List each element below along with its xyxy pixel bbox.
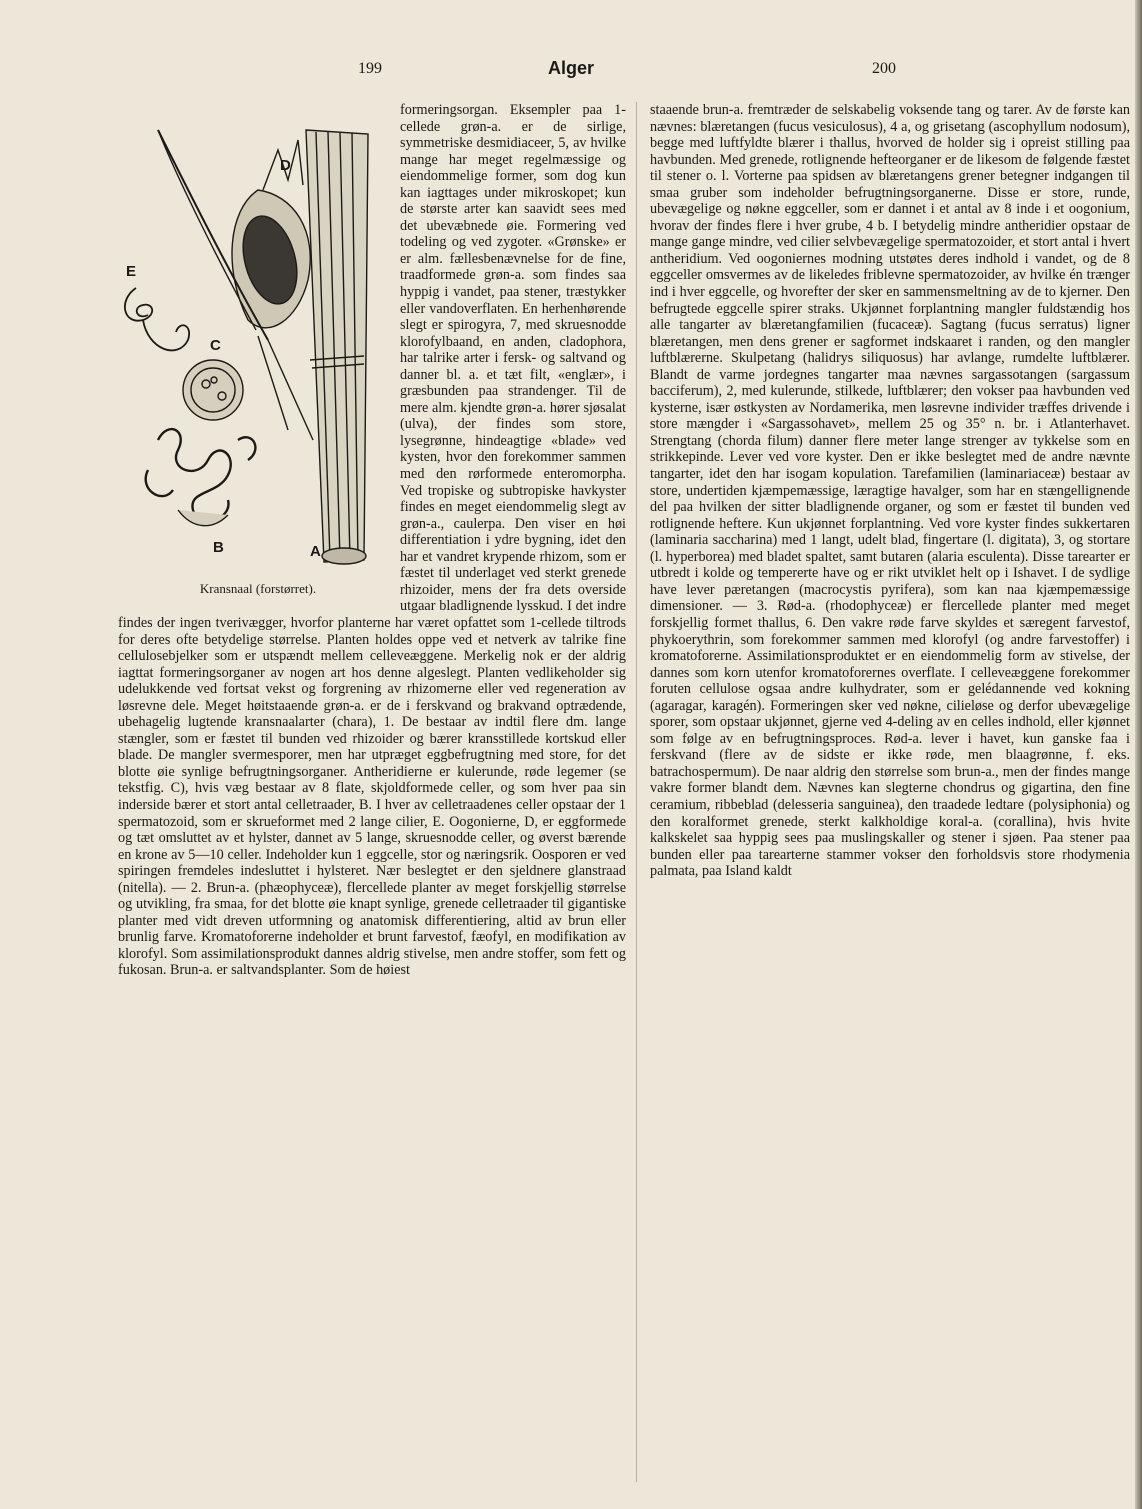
- chara-figure: [118, 110, 390, 600]
- left-column-text: formeringsorgan. Eksempler paa 1-cellede grøn-a. er de sirlige, symmetriske desmidiaceer, 5, av hvilke mange har meget regelmæssige og eiendommelige former, som dog kun kan iagttages under mikroskopet; kun de største arter kan saavidt sees med det ubevæbnede øie. Formering ved todeling og ved zygoter. «Grønske» er er alm. fællesbenævnelse for de fine, traadformede grøn-a. som findes saa hyppig i vandet, paa stener, træstykker eller vandoverflaten. En herhenhørende slegt er spirogyra, 7, med skruesnodde klorofylbaand, en anden, cladophora, har talrike arter i fersk- og saltvand og danner bl. a. et tæt filt, «englær», i græsbunden paa strandenger. Til de mere alm. kjendte grøn-a. hører sjøsalat (ulva), der findes som store, lysegrønne, hindeagtige «blade» ved kysten, hvor den forekommer sammen med den rørformede enteromorpha. Ved tropiske og subtropiske havkyster findes en meget eiendommelig slegt av grøn-a., caulerpa. Den viser en høi differentiation i ydre bygning, idet den har et vandret krypende rhizom, som er fæstet til underlaget ved sterkt grenede rhizoider, mens der fra dets overside utgaar bladlignende lysskud. I det indre findes der ingen tverivægger, hvorfor planterne har været opfattet som 1-cellede tiltrods for deres ofte betydelige størrelse. Planten holdes oppe ved et netverk av talrike fine cellulosebjelker som er utspændt mellem celleveæggene. Merkelig nok er der aldrig iagttat formeringsorganer av nogen art hos denne algeslegt. Planten vedlikeholder sig udelukkende ved fortsat vekst og forgrening av rhizomerne eller ved regeneration av løsrevne dele. Meget høitstaaende grøn-a. er de i ferskvand og brakvand optrædende, ubehagelig lugtende kransnaalarter (chara), 1. De bestaar av indtil flere dm. lange stængler, som er fæstet til bunden ved rhizoider og bærer kransstillede kortskud eller blade. De mangler svermesporer, men har utpræget eggbefrugtning med store, for det blotte øie synlige befrugtningsorganer. Antheridierne er kulerunde, røde legemer (se tekstfig. C), hvis væg bestaar av 8 flate, skjoldformede celler, og som hver paa sin inderside bærer et stort antal celletraader, B. I hver av celletraadenes celler opstaar der 1 spermatozoid, som er skrueformet med 2 lange cilier, E. Oogonierne, D, er eggformede og tæt omsluttet av et hylster, dannet av 5 lange, skruesnodde celler, og øverst bærende en krone av 5—10 celler. Indeholder kun 1 eggcelle, stor og næringsrik. Oosporen er ved spiringen fremdeles indesluttet i hylsteret. Nær beslegtet er den sjeldnere glanstraad (nitella). — 2. Brun-a. (phæophyceæ), flercellede planter av meget forskjellig størrelse og utvikling, fra smaa, for det blotte øie knapt synlige, grenede celletraader til gigantiske planter med vidt dreven utformning og anatomisk differentiering, altid av brun eller brunlig farve. Kromatoforerne indeholder et brunt farvestof, fæofyl, en modifikation av klorofyl. Som assimilationsprodukt dannes aldrig stivelse, men andre stoffer, som fett og fukosan. Brun-a. er saltvandsplanter. Som de høiest: [118, 102, 626, 979]
- figure-caption: Kransnaal (forstørret).: [199, 581, 317, 597]
- spermatozoid-e: [125, 288, 189, 350]
- left-column: [118, 102, 626, 1482]
- label-e: E: [126, 263, 137, 280]
- chara-illustration: [118, 110, 390, 570]
- right-column-text: staaende brun-a. fremtræder de selskabelig voksende tang og tarer. Av de første kan nævnes: blæretangen (fucus vesiculosus), 4 a, og grisetang (ascophyllum nodosum), begge med luftfyldte blærer i thallus, hvorved de holder sig i opreist stilling paa havbunden. Med grenede, rotlignende hefteorganer er de likesom de følgende fæstet til stener o. l. Vorterne paa spidsen av blæretangens grener betegner indgangen til smaa gruber som indeholder befrugtningsorganerne. Disse er store, runde, ubevægelige og nøkne eggceller, som er dannet i et antal av 8 inde i et oogonium, hvorav der findes flere i hver grube, 4 b. I betydelig mindre antheridier opstaar de mange gange mindre, ved cilier selvbevægelige spermatozoider, et stort antal i hvert antheridium. Ved oogoniernes modning utstøtes deres indhold i vandet, og de 8 eggceller omsvermes av de likeledes friblevne spermatozoider, av hvilke én trænger ind i hver eggcelle, og hvorefter der sker en sammensmeltning av de to kjerner. Den befrugtede eggcelle spirer straks. Ukjønnet forplantning mangler fuldstændig hos alle tangarter av blæretangfamilien (fucaceæ). Sagtang (fucus serratus) ligner blæretangen, men dens grener er sagformet indskaaret i randen, og den mangler luftblærerne. Skulpetang (halidrys siliquosus) har avlange, rumdelte luftblærer. Blandt de varme jordegnes tangarter maa nævnes sargassotangen (sargassum bacciferum), 2, med kulerunde, stilkede, luftblærer; den vokser paa havbunden ved kysterne, især østkysten av Nordamerika, men løsrevne individer træffes drivende i store mængder i «Sargassohavet», mellem 25 og 35° n. br. i Atlanterhavet. Strengtang (chorda filum) danner flere meter lange strenger av tykkelse som en strikkepinde. Lever ved vore kyster. Den er ikke beslegtet med de andre nævnte tangarter, idet den har isogam kopulation. Tarefamilien (laminariaceæ) bestaar av store, undertiden kjæmpemæssige, læragtige havalger, som har en stængellignende del paa hvilken der sitter bladlignende organer, og som er fæstet til bunden ved rotlignende heftere. Kun ukjønnet forplantning. Ved vore kyster findes sukkertaren (laminaria saccharina) med 1 langt, udelt blad, fingertare (l. digitata), 3, og stortare (l. hyperborea) med bladet spaltet, samt butaren (alaria esculenta). Disse tarearter er utbredt i kolde og tempererte have og er rikt utviklet helt op i Ishavet. I de sydlige have lever pæretangen (macrocystis pyrifera), som kan naa kjæmpemæssige dimensioner. — 3. Rød-a. (rhodophyceæ) er flercellede planter med meget forskjellig formet thallus, 6. Den vakre røde farve skyldes et særegent farvestof, phykoerythrin, som forekommer sammen med klorofyl (og andre farvestoffer) i kromatoforerne. Assimilationsproduktet er en eiendommelig form av stivelse, der dannes som korn utenfor kromatoforernes overflate. I celleveæggene forekommer foruten cellulose ogsaa andre kulhydrater, som er gelédannende ved kokning (agaragar, karagén). Formeringen sker ved nøkne, cilieløse og derfor ubevægelige sporer, som opstaar ukjønnet, gjerne ved 4-deling av en celles indhold, eller kjønnet som følge av en befrugtningsproces. Rød-a. lever i havet, kun ganske faa i ferskvand (flere av de sidste er ikke røde, men blaagrønne, f. eks. batrachospermum). De naar aldrig den størrelse som brun-a., men der findes mange vakre former blandt dem. Nævnes kan slegterne chondrus og gigartina, den fine ceramium, ribbeblad (delesseria sanguinea), den traadede ledtare (polysiphonia) og den koralformet grenede, sterkt kalkholdige koral-a. (corallina), hvis hvite kalkskelet saa hyppig sees paa muslingskaller og stener i sjøen. Paa stener paa bunden eller paa tarearterne stammer vokser den forholdsvis store rhodymenia palmata, paa Island kaldt: [650, 102, 1130, 880]
- running-title: Alger: [547, 58, 594, 78]
- label-b: B: [213, 539, 224, 556]
- page-header: [0, 60, 1142, 84]
- page-number-right: 200: [872, 60, 896, 77]
- threads-b: [146, 429, 256, 521]
- page-number-left: 199: [358, 60, 382, 77]
- label-a: A: [310, 543, 321, 560]
- page-edge: [1135, 0, 1142, 1509]
- column-divider: [636, 102, 637, 1482]
- right-column: [650, 102, 1130, 1482]
- stem-a: [306, 130, 368, 562]
- antheridium-c: [183, 360, 243, 420]
- label-c: C: [210, 337, 221, 354]
- label-d: D: [280, 157, 291, 174]
